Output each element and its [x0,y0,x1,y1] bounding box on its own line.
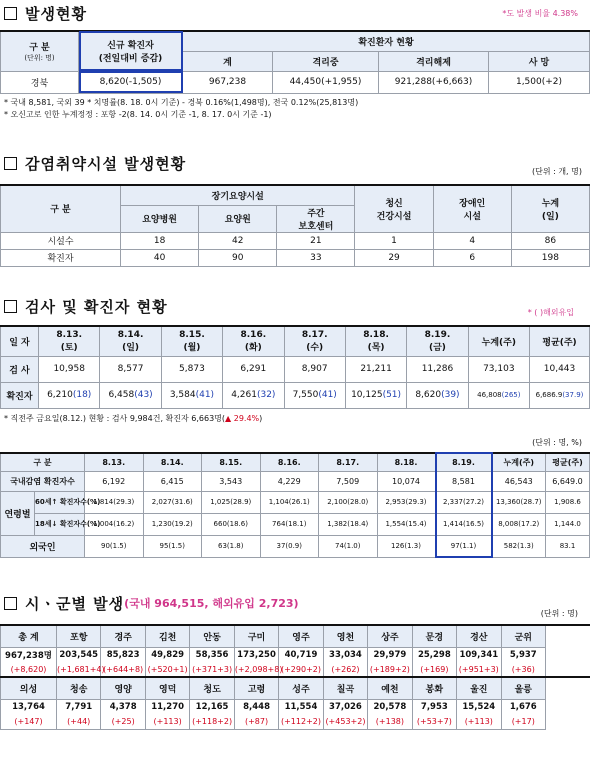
header-date-col: 8.15. (월) [161,326,222,356]
header-cumulative: 누계(주) [468,326,529,356]
region-name: 울진 [457,677,501,699]
header-date-col: 8.17. (수) [284,326,345,356]
foreign-value: (18) [72,390,92,400]
domestic-row [1,471,590,491]
region-value: 7,953 [412,699,456,714]
region-value: 203,545 [57,647,101,662]
text: ) [293,597,299,610]
cell: 6 [433,249,511,266]
foreign-value: (41) [195,390,215,400]
cell [284,382,345,408]
foreign-value: (43) [134,390,153,400]
row-label: 국내감염 확진자수 [1,471,85,491]
row-label [35,513,101,535]
foreign-value: (39) [441,390,460,400]
region-name: 예천 [368,677,412,699]
cell: 10,443 [530,356,590,382]
cell: 3,543 [202,471,261,491]
value: 7,550 [292,390,319,400]
header-isolation: 격리중 [273,51,379,71]
header-youth: 청신 건강시설 [355,185,433,232]
region-row2_vals-row [1,699,590,714]
cell: 18 [121,232,199,249]
region-value: 40,719 [279,647,323,662]
cell: 90 [199,249,277,266]
header-date-col: 8.13. (토) [39,326,100,356]
region-name: 의성 [1,677,57,699]
region-increase: (+44) [57,714,101,729]
row-label: 확진자 [1,382,39,408]
prev-week-note [0,413,590,425]
title-text: 발생현황 [25,4,87,23]
region-increase: (+453+2) [323,714,367,729]
header-average: 평균(주) [530,326,590,356]
value: 6,458 [108,390,135,400]
region-row1_heads-row [1,625,590,647]
header-disabled: 장애인 시설 [433,185,511,232]
header-date-col: 8.19. (금) [407,326,468,356]
region-name: 봉화 [412,677,456,699]
cell [530,382,590,408]
checkbox-square-icon [4,300,17,313]
row-group-label: 연령별 [1,491,35,535]
status-table [0,30,590,94]
unit-note: (단위 : 명, %) [532,438,582,447]
region-table [0,624,590,730]
region-name: 포항 [57,625,101,647]
cell: 4,229 [260,471,319,491]
region-name: 영덕 [145,677,189,699]
value: 3,584 [169,390,196,400]
region-name: 울릉 [501,677,545,699]
region-increase: (+644+8) [101,662,145,677]
region-name: 고령 [234,677,278,699]
title-text: 검사 및 확진자 현황 [25,297,168,316]
header-gubun [1,31,79,71]
region-row2_incs-row [1,714,590,729]
region-name: 경산 [457,625,501,647]
cell: 40 [121,249,199,266]
cell: 86 [511,232,589,249]
age18-row [1,513,590,535]
foreigner-row [1,535,590,557]
cell [100,382,161,408]
region-name: 영주 [279,625,323,647]
region-value: 29,979 [368,647,412,662]
value: 46,808 [477,391,502,399]
region-value: 33,034 [323,647,367,662]
region-value: 11,270 [145,699,189,714]
header-day-care: 주간 보호센터 [277,205,355,232]
region-increase: (+262) [323,662,367,677]
header-hospital: 요양병원 [121,205,199,232]
increase-arrow: ▲ 29.4% [225,413,260,423]
cell: 660(18.6) [202,513,261,535]
header-date-col: 8.14. [143,453,202,471]
region-value: 85,823 [101,647,145,662]
region-value: 49,829 [145,647,189,662]
text: ( [124,597,130,610]
region-name: 청송 [57,677,101,699]
cell: 10,958 [39,356,100,382]
region-row1_incs-row [1,662,590,677]
region-increase: (+113) [457,714,501,729]
footnote-2: * 오신고로 인한 누계정정 : 포항 -2(8. 14. 0시 기준 -1, 8. 17. 0시 기준 -1) [4,109,272,119]
row-label [35,491,101,513]
cell: 2,953(29.3) [377,491,436,513]
row-label-gyeongbuk: 경북 [1,71,79,93]
cell: 1,230(19.2) [143,513,202,535]
header-long-term-care: 장기요양시설 [121,185,355,205]
region-increase: (+2,098+8) [234,662,278,677]
value: 6,210 [47,390,73,400]
cell: 74(1.0) [319,535,378,557]
region-increase: (+1,681+4) [57,662,101,677]
cell: 6,192 [85,471,144,491]
cell: 1,908.6 [546,491,590,513]
row-label: 시설수 [1,232,121,249]
region-name: 칠곡 [323,677,367,699]
value: 6,686.9 [535,391,563,399]
checkbox-square-icon [4,157,17,170]
title-text: 시ㆍ군별 발생 [25,594,125,613]
foreign-value: (265) [501,391,521,399]
region-increase: (+53+7) [412,714,456,729]
header-date-col: 8.13. [85,453,144,471]
cell: 21 [277,232,355,249]
confirmed-row [1,382,590,408]
cell: 5,873 [161,356,222,382]
header-nursing-home: 요양원 [199,205,277,232]
region-increase: (+118+2) [190,714,234,729]
cell [161,382,222,408]
cell: 1,144.0 [546,513,590,535]
region-increase: (+8,620) [1,662,57,677]
cell [468,382,529,408]
header-date-col: 8.17. [319,453,378,471]
region-value: 12,165 [190,699,234,714]
cell [345,382,406,408]
text: * 직전주 금요일(8.12.) 현황 : 검사 9,984건, 확진자 6,663명( [4,413,226,423]
header-date-col: 8.16. [260,453,319,471]
region-increase: (+87) [234,714,278,729]
region-value: 1,676 [501,699,545,714]
checkbox-square-icon [4,7,17,20]
section-title-facilities [0,152,590,174]
cell: 8,907 [284,356,345,382]
header-total: 계 [183,51,273,71]
cell [223,382,284,408]
header-cumulative: 누계 (일) [511,185,589,232]
header-date-col: 8.14. (일) [100,326,161,356]
region-value: 20,578 [368,699,412,714]
header-date-col: 8.16. (화) [223,326,284,356]
header-date: 일 자 [1,326,39,356]
region-increase: (+36) [501,662,545,677]
region-name: 성주 [279,677,323,699]
region-name: 경주 [101,625,145,647]
foreign-value: (41) [318,390,337,400]
section-title-tests [0,295,590,317]
cell [39,382,100,408]
header-date-col: 8.18. [377,453,436,471]
region-summary [124,595,298,611]
title-text: 감염취약시설 발생현황 [25,154,187,173]
label-sub: 확진자수(%) [59,498,101,506]
region-increase: (+371+3) [190,662,234,677]
region-value: 967,238명 [1,647,57,662]
region-name: 문경 [412,625,456,647]
cell: 4 [433,232,511,249]
region-value: 13,764 [1,699,57,714]
row-label: 외국인 [1,535,85,557]
header-date-col: 8.15. [202,453,261,471]
region-value: 8,448 [234,699,278,714]
region-increase: (+290+2) [279,662,323,677]
unit-note: (단위 : 개, 명) [531,166,582,176]
cell: 46,543 [492,471,546,491]
cell: 198 [511,249,589,266]
cell: 1,004(16.2) [85,513,144,535]
text: ) [259,413,263,423]
region-value: 25,298 [412,647,456,662]
region-increase: (+25) [101,714,145,729]
foreign-value: (51) [382,390,402,400]
cell: 2,337(27.2) [436,491,492,513]
label-sub: (전일대비 증감) [98,54,163,65]
label-sub: (단위: 명) [24,53,55,62]
cell: 11,286 [407,356,468,382]
cell: 6,415 [143,471,202,491]
value: 4,261 [231,390,257,400]
cell: 29 [355,249,433,266]
overseas-total: 해외유입 2,723 [212,597,294,610]
cell-death: 1,500(+2) [489,71,590,93]
label: 신규 확진자 [107,41,154,52]
cell: 21,211 [345,356,406,382]
label-sub: 확진자수(%) [59,520,101,528]
cell: 13,360(28.7) [492,491,546,513]
header-average: 평균(주) [546,453,590,471]
cell: 90(1.5) [85,535,144,557]
region-value: 5,937 [501,647,545,662]
age-table [0,452,590,558]
row-label: 검 사 [1,356,39,382]
region-value: 15,524 [457,699,501,714]
section-title-regions [0,592,590,618]
text: , [204,597,213,610]
region-name: 청도 [190,677,234,699]
region-row2_heads-row [1,677,590,699]
header-new-confirmed [79,31,183,71]
value: 8,620 [415,390,442,400]
region-increase: (+951+3) [457,662,501,677]
cell: 10,074 [377,471,436,491]
cell: 1,025(28.9) [202,491,261,513]
region-name: 영천 [323,625,367,647]
region-name: 총 계 [1,625,57,647]
cell: 8,581 [436,471,492,491]
region-name: 상주 [368,625,412,647]
region-value: 173,250 [234,647,278,662]
region-row1_vals-row [1,647,590,662]
row-label: 확진자 [1,249,121,266]
header-date-col: 8.19. [436,453,492,471]
label: 60세↑ [35,498,58,506]
region-increase: (+113) [145,714,189,729]
region-value: 109,341 [457,647,501,662]
foreign-value: (32) [256,390,276,400]
header-gubun: 구 분 [1,185,121,232]
header-date-col: 8.18. (목) [345,326,406,356]
region-value: 11,554 [279,699,323,714]
cell: 1,414(16.5) [436,513,492,535]
region-name: 안동 [190,625,234,647]
cell: 73,103 [468,356,529,382]
cell: 764(18.1) [260,513,319,535]
value: 10,125 [351,390,383,400]
cell: 1,814(29.3) [85,491,144,513]
cell: 8,008(17.2) [492,513,546,535]
label: 구 분 [29,42,50,53]
facility-table [0,184,590,267]
cell: 42 [199,232,277,249]
cell: 2,100(28.0) [319,491,378,513]
header-released: 격리해제 [379,51,489,71]
cell: 63(1.8) [202,535,261,557]
region-increase: (+189+2) [368,662,412,677]
region-name: 김천 [145,625,189,647]
domestic-total: 국내 964,515 [129,597,205,610]
tests-table [0,325,590,409]
cell: 582(1.3) [492,535,546,557]
footnote-1: * 국내 8,581, 국외 39 * 치명률(8. 18. 0시 기준) - 경북 0.16%(1,498명), 전국 0.12%(25,813명) [4,97,359,107]
cell: 6,649.0 [546,471,590,491]
cell: 33 [277,249,355,266]
region-value: 4,378 [101,699,145,714]
region-increase: (+520+1) [145,662,189,677]
cell-released: 921,288(+6,663) [379,71,489,93]
cell: 83.1 [546,535,590,557]
cell: 126(1.3) [377,535,436,557]
unit-note: (단위 : 명) [540,608,578,618]
region-increase: (+138) [368,714,412,729]
header-status: 확진환자 현황 [183,31,590,51]
region-increase: (+147) [1,714,57,729]
cell: 8,577 [100,356,161,382]
region-name: 구미 [234,625,278,647]
tests-row [1,356,590,382]
foreign-value: (37.9) [562,391,584,399]
header-gubun: 구 분 [1,453,85,471]
cell-total: 967,238 [183,71,273,93]
cell: 1,104(26.1) [260,491,319,513]
region-value: 7,791 [57,699,101,714]
cell: 7,509 [319,471,378,491]
cell: 2,027(31.6) [143,491,202,513]
cell: 97(1.1) [436,535,492,557]
header-cumulative: 누계(주) [492,453,546,471]
rate-note: *도 발생 비율 4.38% [502,8,578,18]
checkbox-square-icon [4,597,17,610]
header-death: 사 망 [489,51,590,71]
cell-new: 8,620(-1,505) [79,71,183,93]
region-increase: (+17) [501,714,545,729]
cell-isolation: 44,450(+1,955) [273,71,379,93]
cell: 95(1.5) [143,535,202,557]
region-increase: (+112+2) [279,714,323,729]
region-value: 37,026 [323,699,367,714]
cell: 37(0.9) [260,535,319,557]
age60-row [1,491,590,513]
cell: 6,291 [223,356,284,382]
cell: 1,382(18.4) [319,513,378,535]
section-title-status [0,2,590,24]
foreign-note: * ( )해외유입 [527,307,574,317]
region-value: 58,356 [190,647,234,662]
region-name: 영양 [101,677,145,699]
label: 18세↓ [35,520,58,528]
cell [407,382,468,408]
region-name: 군위 [501,625,545,647]
cell: 1,554(15.4) [377,513,436,535]
cell: 1 [355,232,433,249]
region-increase: (+169) [412,662,456,677]
